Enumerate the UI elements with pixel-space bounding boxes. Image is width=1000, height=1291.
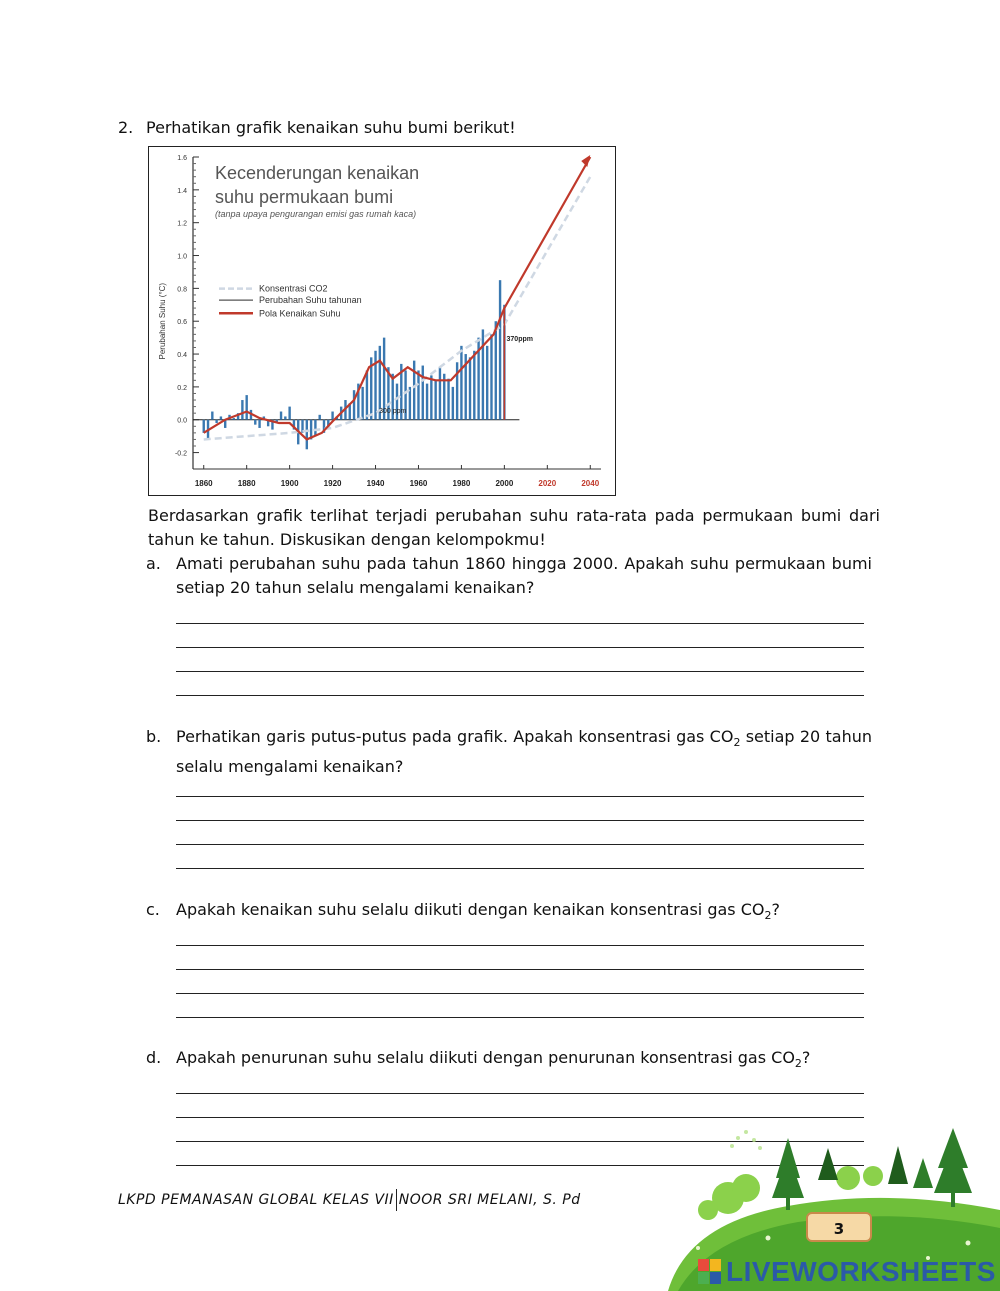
answer-line[interactable] bbox=[176, 970, 864, 994]
answer-lines-a[interactable] bbox=[176, 600, 864, 696]
item-text-part: Apakah penurunan suhu selalu diikuti dengan penurunan konsentrasi gas CO bbox=[176, 1048, 795, 1067]
temperature-bar bbox=[426, 384, 428, 420]
page-number-badge: 3 bbox=[806, 1212, 872, 1242]
x-tick-label: 1940 bbox=[366, 479, 385, 488]
y-tick-label: 0.6 bbox=[177, 319, 187, 327]
temperature-bar bbox=[211, 412, 213, 420]
chart-subtitle: (tanpa upaya pengurangan emisi gas rumah kaca) bbox=[215, 209, 417, 219]
item-text-part: ? bbox=[771, 900, 780, 919]
legend-label: Konsentrasi CO2 bbox=[259, 283, 328, 294]
y-tick-label: -0.2 bbox=[174, 450, 187, 458]
item-text-part: setiap 20 tahun selalu mengalami kenaikan? bbox=[176, 727, 873, 777]
temperature-bar bbox=[486, 346, 488, 420]
x-tick-label: 1960 bbox=[409, 479, 428, 488]
temperature-bar bbox=[469, 357, 471, 419]
x-tick-label: 2040 bbox=[581, 479, 600, 488]
temperature-bar bbox=[331, 412, 333, 420]
temperature-bar bbox=[284, 416, 286, 419]
legend-label: Perubahan Suhu tahunan bbox=[259, 295, 362, 306]
temperature-bar bbox=[314, 420, 316, 436]
subscript: 2 bbox=[733, 736, 741, 750]
temperature-bar bbox=[495, 321, 497, 420]
item-text bbox=[176, 725, 872, 779]
temperature-bar bbox=[203, 420, 205, 433]
temperature-bar bbox=[306, 420, 308, 450]
temperature-bar bbox=[361, 387, 363, 420]
temperature-bar bbox=[409, 387, 411, 420]
temperature-bar bbox=[353, 390, 355, 420]
temperature-bar bbox=[215, 420, 217, 423]
temperature-bar bbox=[473, 351, 475, 420]
answer-line[interactable] bbox=[176, 600, 864, 624]
subscript: 2 bbox=[764, 909, 772, 923]
temperature-bar bbox=[417, 370, 419, 419]
footer bbox=[118, 1189, 581, 1211]
chart-svg bbox=[149, 147, 615, 495]
answer-line[interactable] bbox=[176, 797, 864, 821]
answer-line[interactable] bbox=[176, 773, 864, 797]
x-tick-label: 1980 bbox=[452, 479, 471, 488]
question-item-b bbox=[146, 725, 872, 779]
answer-line[interactable] bbox=[176, 672, 864, 696]
temperature-bar bbox=[439, 367, 441, 420]
answer-line[interactable] bbox=[176, 946, 864, 970]
item-letter: d. bbox=[146, 1048, 162, 1067]
answer-line[interactable] bbox=[176, 845, 864, 869]
subscript: 2 bbox=[794, 1057, 802, 1071]
x-tick-label: 1920 bbox=[323, 479, 342, 488]
item-text-part: Perhatikan garis putus-putus pada grafik. Apakah konsentrasi gas CO bbox=[176, 727, 734, 746]
temperature-bar bbox=[220, 416, 222, 419]
answer-line[interactable] bbox=[176, 624, 864, 648]
x-tick-label: 1860 bbox=[194, 479, 213, 488]
question-item-a bbox=[146, 552, 872, 600]
item-text: Amati perubahan suhu pada tahun 1860 hingga 2000. Apakah suhu permukaan bumi setiap 20 tahun selalu mengalami kenaikan? bbox=[176, 554, 872, 597]
x-tick-label: 2020 bbox=[538, 479, 557, 488]
item-letter: b. bbox=[146, 727, 162, 746]
temperature-bar bbox=[452, 387, 454, 420]
intro-paragraph: Berdasarkan grafik terlihat terjadi perubahan suhu rata-rata pada permukaan bumi dari tahun ke tahun. Diskusikan dengan kelompokmu! bbox=[148, 506, 880, 549]
answer-line[interactable] bbox=[176, 922, 864, 946]
y-tick-label: 1.4 bbox=[177, 187, 187, 195]
question-number: 2. bbox=[118, 118, 134, 137]
temperature-bar bbox=[318, 415, 320, 420]
temperature-bar bbox=[456, 362, 458, 419]
item-letter: a. bbox=[146, 554, 161, 573]
item-text-part: Apakah kenaikan suhu selalu diikuti dengan kenaikan konsentrasi gas CO bbox=[176, 900, 765, 919]
y-tick-label: 0.0 bbox=[177, 417, 187, 425]
y-tick-label: 1.2 bbox=[177, 220, 187, 228]
item-text-part: ? bbox=[801, 1048, 811, 1067]
temperature-bar bbox=[430, 375, 432, 419]
temperature-bar bbox=[241, 400, 243, 420]
answer-line[interactable] bbox=[176, 1070, 864, 1094]
answer-line[interactable] bbox=[176, 994, 864, 1018]
chart-title: Kecenderungan kenaikan bbox=[215, 163, 420, 183]
footer-left: LKPD PEMANASAN GLOBAL KELAS VII bbox=[118, 1192, 394, 1208]
answer-lines-b[interactable] bbox=[176, 773, 864, 869]
item-letter: c. bbox=[146, 900, 160, 919]
temperature-bar bbox=[482, 329, 484, 419]
x-tick-label: 2000 bbox=[495, 479, 514, 488]
temperature-bar bbox=[245, 395, 247, 420]
question-title bbox=[118, 118, 516, 137]
brand-wordmark: LIVEWORKSHEETS bbox=[726, 1256, 996, 1287]
x-tick-label: 1880 bbox=[237, 479, 256, 488]
legend-label: Pola Kenaikan Suhu bbox=[259, 308, 341, 319]
annotation-370ppm: 370ppm bbox=[506, 335, 533, 343]
y-tick-label: 1.0 bbox=[177, 253, 187, 261]
y-tick-label: 0.2 bbox=[177, 384, 187, 392]
temperature-bar bbox=[413, 361, 415, 420]
footer-right: NOOR SRI MELANI, S. Pd bbox=[398, 1192, 581, 1208]
temperature-bar bbox=[447, 379, 449, 420]
temperature-bar bbox=[490, 334, 492, 419]
annotation-300ppm: 300 ppm bbox=[379, 408, 407, 416]
y-tick-label: 0.4 bbox=[177, 352, 187, 360]
answer-line[interactable] bbox=[176, 821, 864, 845]
temperature-bar bbox=[460, 346, 462, 420]
y-tick-label: 0.8 bbox=[177, 286, 187, 294]
temperature-bar bbox=[434, 380, 436, 419]
temperature-bar bbox=[254, 420, 256, 425]
question-title-text: Perhatikan grafik kenaikan suhu bumi berikut! bbox=[146, 118, 516, 137]
footer-divider bbox=[396, 1189, 397, 1211]
temperature-bar bbox=[366, 370, 368, 419]
y-tick-label: 1.6 bbox=[177, 155, 187, 162]
answer-line[interactable] bbox=[176, 648, 864, 672]
y-axis-label: Perubahan Suhu (°C) bbox=[158, 282, 167, 360]
temperature-bar bbox=[499, 280, 501, 420]
temperature-bar bbox=[233, 418, 235, 420]
temperature-bar bbox=[258, 420, 260, 428]
chart-title-line2: suhu permukaan bumi bbox=[215, 187, 394, 207]
temperature-chart bbox=[148, 146, 616, 496]
temperature-bar bbox=[280, 412, 282, 420]
temperature-bar bbox=[288, 407, 290, 420]
temperature-bar bbox=[374, 351, 376, 420]
temperature-bar bbox=[422, 366, 424, 420]
x-tick-label: 1900 bbox=[280, 479, 299, 488]
answer-line[interactable] bbox=[176, 1094, 864, 1118]
answer-lines-c[interactable] bbox=[176, 922, 864, 1018]
liveworksheets-logo-icon bbox=[698, 1259, 722, 1285]
